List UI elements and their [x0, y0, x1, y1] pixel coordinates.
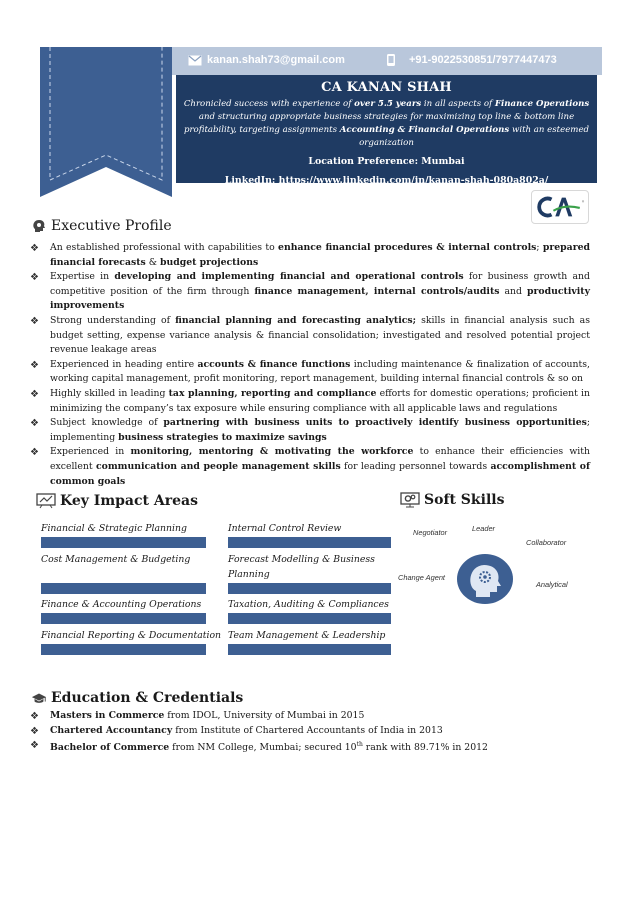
envelope-icon	[188, 53, 202, 67]
ca-logo-icon	[531, 190, 589, 224]
candidate-name: CA KANAN SHAH	[321, 80, 452, 95]
profile-bullet: ❖ An established professional with capabilities to enhance financial procedures & internal controls; prepared financial forecasts & budget projections	[30, 242, 591, 268]
key-impact-item: Forecast Modelling & Business Planning	[228, 554, 375, 580]
key-impact-item: Internal Control Review	[228, 523, 342, 534]
profile-bullet: ❖ Subject knowledge of partnering with business units to proactively identify business opportunities; implementing business strategies to maximize savings	[30, 417, 590, 443]
soft-skills-title: Soft Skills	[424, 492, 505, 508]
education-list	[28, 709, 590, 756]
diamond-bullet-icon: ❖	[30, 418, 39, 430]
education-bullet: ❖ Bachelor of Commerce from NM College, Mumbai; secured 10th rank with 89.71% in 2012	[30, 740, 488, 754]
education-heading	[31, 690, 243, 706]
soft-skill-label: Leader	[472, 524, 496, 533]
diamond-bullet-icon: ❖	[30, 272, 39, 284]
head-silhouette-icon	[456, 553, 514, 605]
key-impact-item: Finance & Accounting Operations	[41, 599, 202, 610]
key-impact-bar	[41, 537, 206, 548]
phone-icon	[384, 53, 398, 67]
soft-skills-heading	[400, 492, 504, 508]
profile-bullet: ❖ Expertise in developing and implementing financial and operational controls for business growth and competitive position of the firm through finance management, internal controls/audits and productivity improvements	[30, 271, 590, 312]
key-impact-item: Financial & Strategic Planning	[41, 523, 187, 534]
executive-profile-title: Executive Profile	[51, 218, 172, 234]
key-impact-bar	[41, 613, 206, 624]
graduation-cap-icon	[31, 690, 47, 706]
diamond-bullet-icon: ❖	[30, 725, 39, 737]
key-impact-bar	[228, 644, 391, 655]
key-impact-item: Team Management & Leadership	[228, 630, 386, 641]
svg-text:®: ®	[581, 199, 585, 204]
diamond-bullet-icon: ❖	[30, 243, 39, 254]
education-title: Education & Credentials	[51, 690, 244, 706]
phone-contact[interactable]	[384, 53, 557, 67]
executive-profile-heading	[31, 218, 172, 234]
key-impact-item: Taxation, Auditing & Compliances	[228, 599, 389, 610]
key-impact-item: Cost Management & Budgeting	[41, 554, 191, 565]
diamond-bullet-icon: ❖	[30, 711, 39, 722]
executive-profile-list	[28, 241, 590, 489]
soft-skill-label: Analytical	[536, 580, 568, 589]
email-contact[interactable]	[188, 53, 345, 67]
profile-bullet: ❖ Strong understanding of financial planning and forecasting analytics; skills in financial analysis such as budget setting, expense variance analysis & financial consolidation; investigated and resolved potential project revenue leakage areas	[30, 314, 590, 356]
profile-bullet: ❖ Experienced in heading entire accounts & finance functions including maintenance & finalization of accounts, working capital management, profit monitoring, report management, building internal financial controls & so on	[30, 358, 590, 385]
presentation-board-icon	[36, 493, 56, 509]
contact-bar	[172, 47, 602, 75]
key-impact-title: Key Impact Areas	[60, 493, 198, 509]
diamond-bullet-icon: ❖	[30, 315, 39, 327]
key-impact-heading	[36, 493, 198, 509]
soft-skill-label: Change Agent	[398, 573, 445, 582]
diamond-bullet-icon: ❖	[30, 447, 39, 459]
profile-tagline: Chronicled success with experience of over 5.5 years in all aspects of Finance Operations and structuring appropriate business strategies for maximizing top line & bottom line profitability, targeting assignments Accounting & Financial Operations with an esteemed organization	[183, 99, 590, 148]
gears-screen-icon	[400, 492, 420, 508]
key-impact-bar	[228, 583, 391, 594]
key-impact-bar	[228, 537, 391, 548]
location-preference: Location Preference: Mumbai	[308, 156, 465, 167]
header-box	[176, 75, 597, 186]
soft-skill-label: Collaborator	[526, 538, 567, 547]
key-impact-bar	[41, 644, 206, 655]
profile-bullet: ❖ Experienced in monitoring, mentoring & motivating the workforce to enhance their efficiencies with excellent communication and people management skills for leading personnel towards accomplishment of common goals	[30, 446, 591, 487]
diamond-bullet-icon: ❖	[30, 740, 39, 752]
diamond-bullet-icon: ❖	[30, 388, 39, 400]
profile-bullet: ❖ Highly skilled in leading tax planning, reporting and compliance efforts for domestic operations; proficient in minimizing the company’s tax exposure while ensuring compliance with all applicable laws and regulations	[30, 387, 590, 414]
head-gear-icon	[31, 218, 47, 234]
education-bullet: ❖ Masters in Commerce from IDOL, University of Mumbai in 2015	[28, 709, 590, 724]
soft-skill-label: Negotiator	[413, 528, 448, 537]
diamond-bullet-icon: ❖	[30, 359, 39, 371]
email-text: kanan.shah73@gmail.com	[207, 54, 345, 66]
key-impact-bar	[41, 583, 206, 594]
key-impact-item: Financial Reporting & Documentation	[41, 630, 222, 641]
linkedin-link[interactable]: LinkedIn: https://www.linkedin.com/in/kanan-shah-080a802a/	[224, 175, 549, 186]
key-impact-bar	[228, 613, 391, 624]
phone-text: +91-9022530851/7977447473	[409, 54, 557, 66]
education-bullet: ❖ Chartered Accountancy from Institute of Chartered Accountants of India in 2013	[28, 724, 590, 739]
ribbon-banner	[40, 47, 172, 197]
